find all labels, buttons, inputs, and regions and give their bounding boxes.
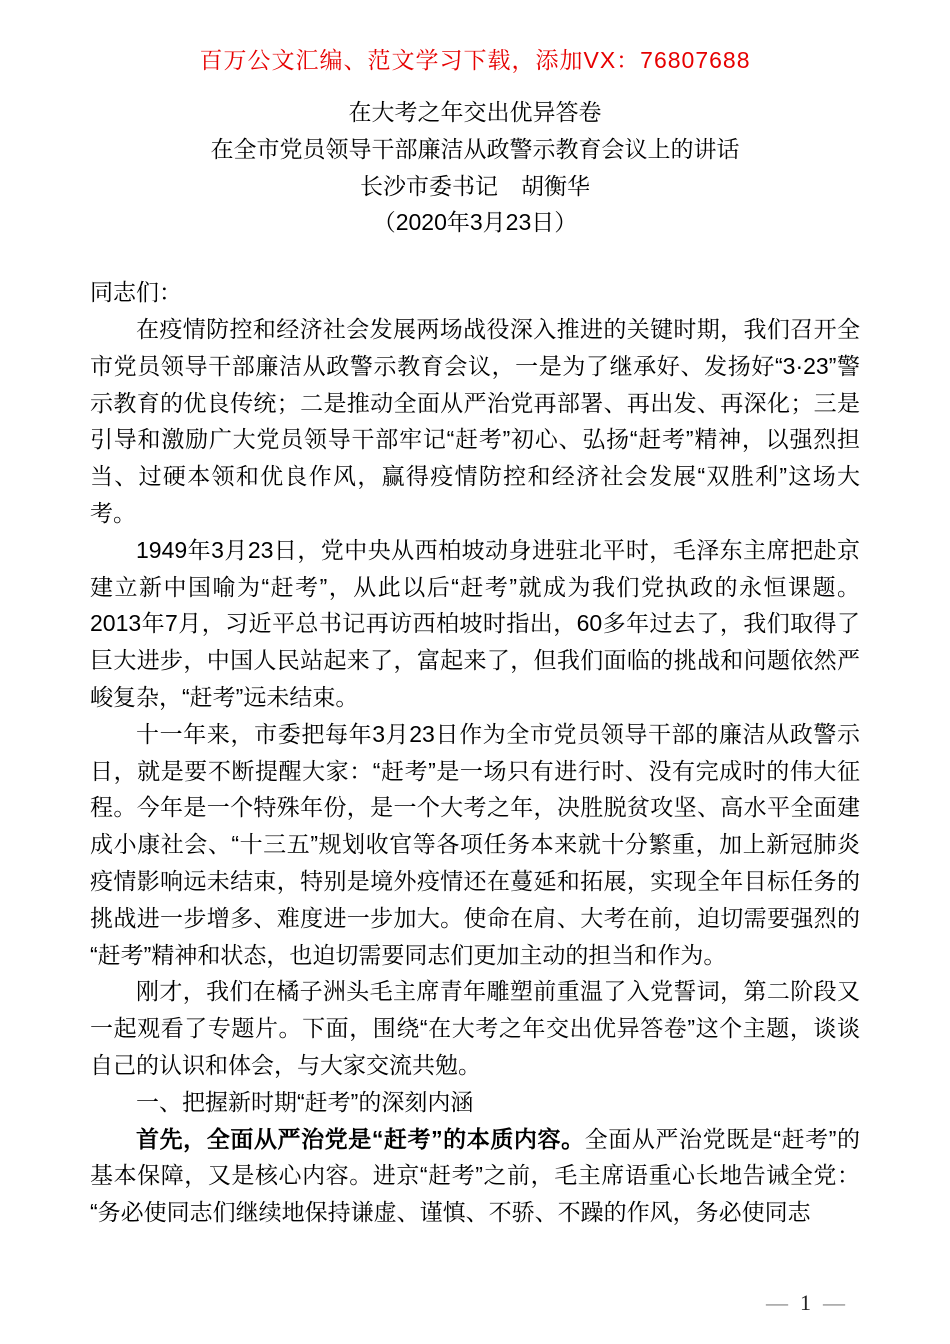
section-heading-1 [90,1084,860,1121]
paragraph-4 [90,973,860,1083]
text-segment: 在疫情防控和经济社会发展两场战役深入推进的关键时期，我们召开全市党员领导干部廉洁从政警示教育会议，一是为了继承好、发扬好“3·23”警示教育的优良传统；二是推动全面从严治党再部署、再出发、再深化；三是引导和激励广大党员领导干部牢记“赶考”初心、弘扬“赶考”精神，以强烈担当、过硬本领和优良作风，赢得疫情防控和经济社会发展“双胜利”这场大考。 [90,315,860,526]
page-footer [766,1288,845,1318]
paragraph-5 [90,1121,860,1231]
document-author: 长沙市委书记 胡衡华 [360,172,590,199]
document-body [90,274,860,1231]
document-title: 在大考之年交出优异答卷 [348,99,602,125]
page-number: 1 [800,1290,811,1315]
text-segment: 全面从严治党既是“赶考”的基本保障，又是核心内容。进京“赶考”之前，毛主席语重心长地告诫全党：“务必使同志们继续地保持谦虚、谨慎、不骄、不躁的作风，务必使同志 [90,1125,860,1226]
salutation [90,274,860,311]
text-segment: 一、把握新时期“赶考”的深刻内涵 [136,1088,474,1115]
paragraph-2 [90,532,860,716]
paragraph-3 [90,716,860,974]
document-subtitle: 在全市党员领导干部廉洁从政警示教育会议上的讲话 [210,135,740,162]
document-date: （2020年3月23日） [372,209,578,236]
title-block [0,94,950,241]
text-segment: 同志们： [90,279,182,306]
page-number-dash-left: — [766,1290,788,1315]
text-segment: 1949年3月23日，党中央从西柏坡动身进驻北平时，毛泽东主席把赴京建立新中国喻为“赶考”，从此以后“赶考”就成为我们党执政的永恒课题。2013年7月，习近平总书记再访西柏坡时指出，60多年过去了，我们取得了巨大进步，中国人民站起来了，富起来了，但我们面临的挑战和问题依然严峻复杂，“赶考”远未结束。 [90,536,860,710]
paragraph-1 [90,311,860,532]
page-number-dash-right: — [823,1290,845,1315]
text-segment: 刚才，我们在橘子洲头毛主席青年雕塑前重温了入党誓词，第二阶段又一起观看了专题片。下面，围绕“在大考之年交出优异答卷”这个主题，谈谈自己的认识和体会，与大家交流共勉。 [90,978,860,1078]
header-notice: 百万公文汇编、范文学习下载，添加VX：76807688 [199,47,751,73]
text-segment: 十一年来，市委把每年3月23日作为全市党员领导干部的廉洁从政警示日，就是要不断提醒大家：“赶考”是一场只有进行时、没有完成时的伟大征程。今年是一个特殊年份，是一个大考之年，决胜脱贫攻坚、高水平全面建成小康社会、“十三五”规划收官等各项任务本来就十分繁重，加上新冠肺炎疫情影响远未结束，特别是境外疫情还在蔓延和拓展，实现全年目标任务的挑战进一步增多、难度进一步加大。使命在肩、大考在前，迫切需要强烈的“赶考”精神和状态，也迫切需要同志们更加主动的担当和作为。 [90,720,860,968]
bold-text-segment: 首先，全面从严治党是“赶考”的本质内容。 [136,1125,585,1152]
